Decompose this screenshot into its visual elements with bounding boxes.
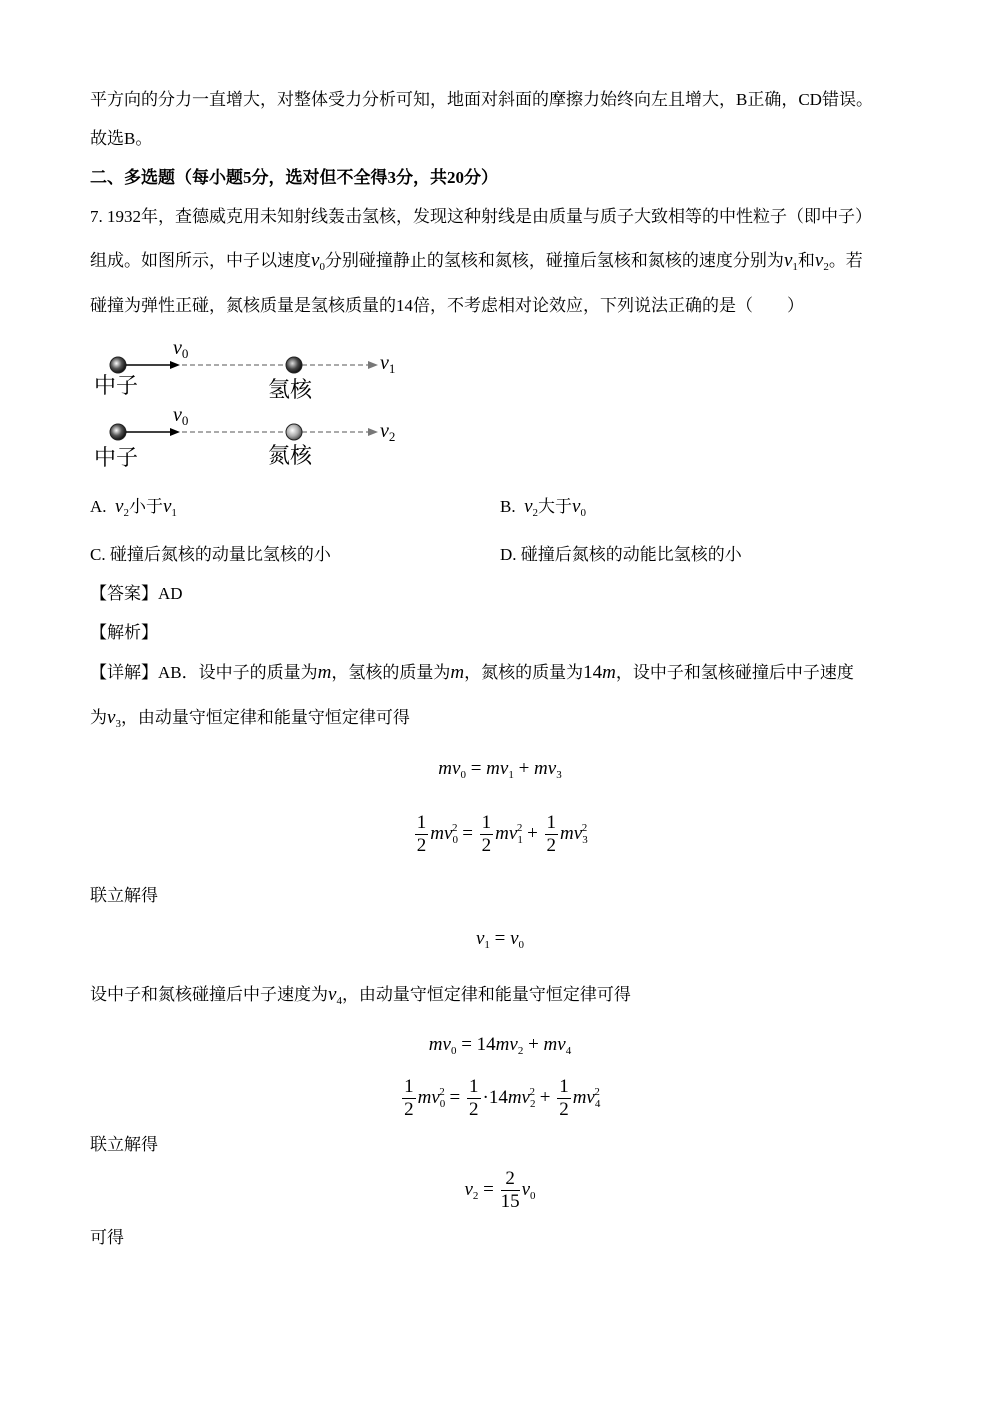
hydrogen-label: 氢核	[268, 377, 313, 402]
equation-energy-1: $\frac{1}{2}$ $mv_0^2$ = $\frac{1}{2}$ $mv_1^2$ + $\frac{1}{2}$ $mv_3^2$	[416, 812, 588, 856]
text-line: 平方向的分力一直增大，对整体受力分析可知，地面对斜面的摩擦力始终向左且增大，B正确，CD错误。	[90, 90, 873, 109]
option-a: A. $v_2$小于$v_1$	[90, 496, 177, 519]
option-c: C. 碰撞后氮核的动量比氢核的小	[90, 545, 331, 564]
v0-arrowhead	[170, 361, 180, 369]
neutron-ball	[110, 357, 126, 373]
question-line: 组成。如图所示，中子以速度$v_0$分别碰撞静止的氢核和氮核，碰撞后氢核和氮核的速度分别为$v_1$和$v_2$。若	[90, 250, 863, 273]
neutron-label: 中子	[94, 445, 139, 470]
detail-line: 为$v_3$，由动量守恒定律和能量守恒定律可得	[90, 707, 410, 730]
section-heading: 二、多选题（每小题5分，选对但不全得3分，共20分）	[90, 168, 498, 187]
neutron-label: 中子	[94, 373, 139, 398]
v1-arrowhead	[368, 361, 378, 369]
equation-result-1: $v_1 = v_0$	[475, 928, 525, 951]
v0-label: $v_0$	[173, 337, 189, 361]
question-line: 碰撞为弹性正碰，氮核质量是氢核质量的14倍，不考虑相对论效应，下列说法正确的是（ ）	[90, 296, 804, 315]
v2-label: $v_2$	[380, 420, 396, 444]
analysis-heading: 【解析】	[90, 623, 158, 642]
collision-figure	[90, 335, 410, 475]
v0-label: $v_0$	[173, 404, 189, 428]
option-b: B. $v_2$大于$v_0$	[500, 496, 586, 519]
text-line: 联立解得	[90, 886, 158, 905]
text-line: 联立解得	[90, 1135, 158, 1154]
v0-arrowhead	[170, 428, 180, 436]
hydrogen-ball	[286, 357, 302, 373]
v2-arrowhead	[368, 428, 378, 436]
equation-momentum-2: $mv_0 = 14mv_2 + mv_4$	[428, 1034, 572, 1057]
v1-label: $v_1$	[380, 352, 396, 376]
nitrogen-ball	[286, 424, 302, 440]
equation-result-2: $v_2$ = $\frac{2}{15}$ $v_0$	[464, 1168, 536, 1212]
neutron-ball	[110, 424, 126, 440]
answer: 【答案】AD	[90, 584, 183, 603]
equation-momentum-1: $mv_0 = mv_1 + mv_3$	[438, 758, 562, 781]
equation-energy-2: $\frac{1}{2}$ $mv_0^2$ = $\frac{1}{2}$ $\cdot 14mv_2^2$ + $\frac{1}{2}$ $mv_4^2$	[404, 1076, 601, 1120]
detail-line: 【详解】AB．设中子的质量为m，氢核的质量为m，氮核的质量为14m，设中子和氢核碰撞后中子速度	[90, 662, 854, 683]
question-line: 7. 1932年，查德威克用未知射线轰击氢核，发现这种射线是由质量与质子大致相等的中性粒子（即中子）	[90, 207, 872, 226]
nitrogen-label: 氮核	[268, 443, 313, 468]
text-line: 可得	[90, 1228, 124, 1247]
detail-line: 设中子和氮核碰撞后中子速度为$v_4$，由动量守恒定律和能量守恒定律可得	[90, 984, 631, 1007]
text-line: 故选B。	[90, 129, 153, 148]
option-d: D. 碰撞后氮核的动能比氢核的小	[500, 545, 742, 564]
